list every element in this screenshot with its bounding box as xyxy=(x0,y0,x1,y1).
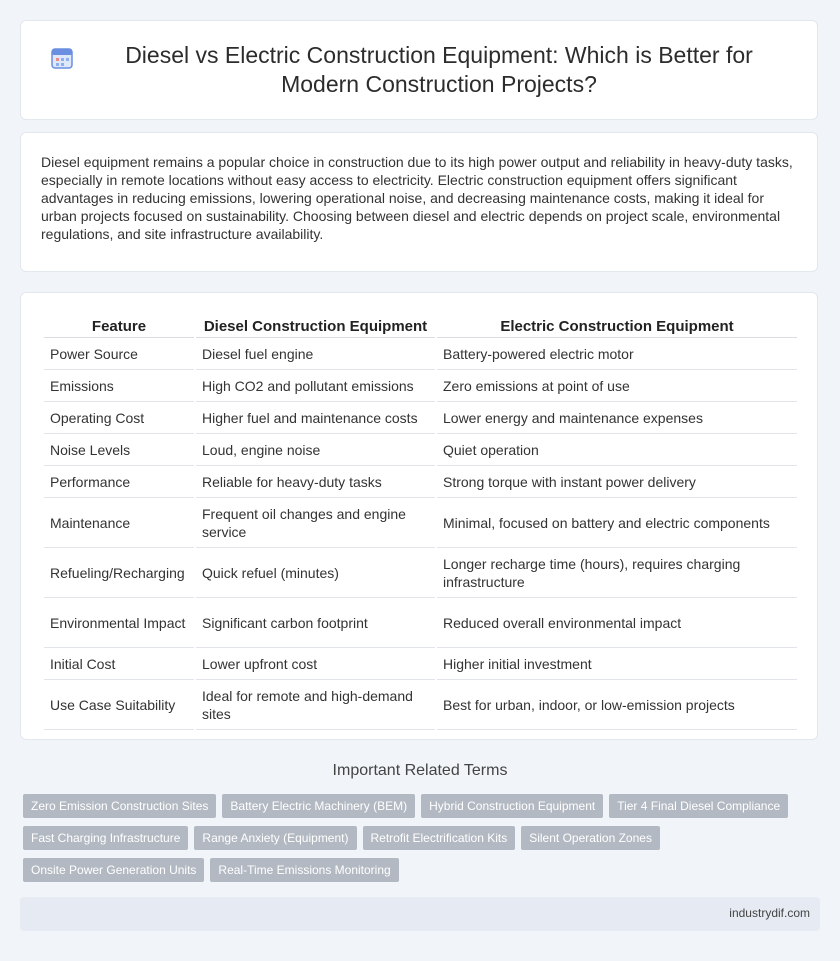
diesel-cell: Reliable for heavy-duty tasks xyxy=(196,466,435,498)
table-row xyxy=(44,548,797,598)
table-row xyxy=(44,680,797,730)
table-row xyxy=(44,466,797,498)
diesel-cell: Quick refuel (minutes) xyxy=(196,548,435,598)
feature-cell: Noise Levels xyxy=(44,434,194,466)
diesel-cell: Ideal for remote and high-demand sites xyxy=(196,680,435,730)
comparison-card xyxy=(20,292,818,740)
diesel-cell: Significant carbon footprint xyxy=(196,598,435,648)
feature-cell: Refueling/Recharging xyxy=(44,548,194,598)
diesel-cell: Lower upfront cost xyxy=(196,648,435,680)
table-row xyxy=(44,402,797,434)
intro-paragraph: Diesel equipment remains a popular choice in construction due to its high power output and reliability in heavy-duty tasks, especially in remote locations without easy access to electricity. Electric construction equipment offers significant advantages in reducing emissions, lowering operational noise, and decreasing maintenance costs, making it ideal for urban projects focused on sustainability. Choosing between diesel and electric depends on project scale, environmental regulations, and site infrastructure availability. xyxy=(41,154,793,242)
related-terms-list xyxy=(23,794,823,882)
table-row xyxy=(44,338,797,370)
related-term-tag[interactable]: Onsite Power Generation Units xyxy=(23,858,204,882)
feature-cell: Maintenance xyxy=(44,498,194,548)
table-row xyxy=(44,598,797,648)
diesel-cell: Higher fuel and maintenance costs xyxy=(196,402,435,434)
electric-cell: Battery-powered electric motor xyxy=(437,338,797,370)
related-term-tag[interactable]: Range Anxiety (Equipment) xyxy=(194,826,356,850)
header-diesel: Diesel Construction Equipment xyxy=(196,311,435,338)
feature-cell: Environmental Impact xyxy=(44,598,194,648)
related-term-tag[interactable]: Fast Charging Infrastructure xyxy=(23,826,188,850)
electric-cell: Quiet operation xyxy=(437,434,797,466)
intro-card xyxy=(20,132,818,272)
page-title: Diesel vs Electric Construction Equipment: Which is Better for Modern Construction Projects? xyxy=(125,42,753,97)
feature-cell: Operating Cost xyxy=(44,402,194,434)
table-header-row xyxy=(44,311,797,338)
feature-cell: Initial Cost xyxy=(44,648,194,680)
calendar-icon xyxy=(49,45,75,71)
feature-cell: Use Case Suitability xyxy=(44,680,194,730)
comparison-table xyxy=(42,311,799,730)
feature-cell: Performance xyxy=(44,466,194,498)
related-term-tag[interactable]: Battery Electric Machinery (BEM) xyxy=(222,794,415,818)
related-terms-title: Important Related Terms xyxy=(332,762,508,779)
header-feature: Feature xyxy=(44,311,194,338)
related-term-tag[interactable]: Hybrid Construction Equipment xyxy=(421,794,603,818)
diesel-cell: Diesel fuel engine xyxy=(196,338,435,370)
related-term-tag[interactable]: Retrofit Electrification Kits xyxy=(363,826,516,850)
diesel-cell: Frequent oil changes and engine service xyxy=(196,498,435,548)
electric-cell: Higher initial investment xyxy=(437,648,797,680)
related-term-tag[interactable]: Tier 4 Final Diesel Compliance xyxy=(609,794,788,818)
electric-cell: Strong torque with instant power delivery xyxy=(437,466,797,498)
electric-cell: Minimal, focused on battery and electric components xyxy=(437,498,797,548)
electric-cell: Lower energy and maintenance expenses xyxy=(437,402,797,434)
related-term-tag[interactable]: Zero Emission Construction Sites xyxy=(23,794,216,818)
related-term-tag[interactable]: Silent Operation Zones xyxy=(521,826,660,850)
footer xyxy=(20,897,820,931)
related-term-tag[interactable]: Real-Time Emissions Monitoring xyxy=(210,858,398,882)
diesel-cell: Loud, engine noise xyxy=(196,434,435,466)
diesel-cell: High CO2 and pollutant emissions xyxy=(196,370,435,402)
header-electric: Electric Construction Equipment xyxy=(437,311,797,338)
table-row xyxy=(44,370,797,402)
electric-cell: Reduced overall environmental impact xyxy=(437,598,797,648)
electric-cell: Longer recharge time (hours), requires charging infrastructure xyxy=(437,548,797,598)
table-row xyxy=(44,648,797,680)
table-row xyxy=(44,434,797,466)
footer-site-link[interactable]: industrydif.com xyxy=(729,906,810,920)
feature-cell: Power Source xyxy=(44,338,194,370)
electric-cell: Best for urban, indoor, or low-emission projects xyxy=(437,680,797,730)
electric-cell: Zero emissions at point of use xyxy=(437,370,797,402)
table-row xyxy=(44,498,797,548)
feature-cell: Emissions xyxy=(44,370,194,402)
title-card xyxy=(20,20,818,120)
